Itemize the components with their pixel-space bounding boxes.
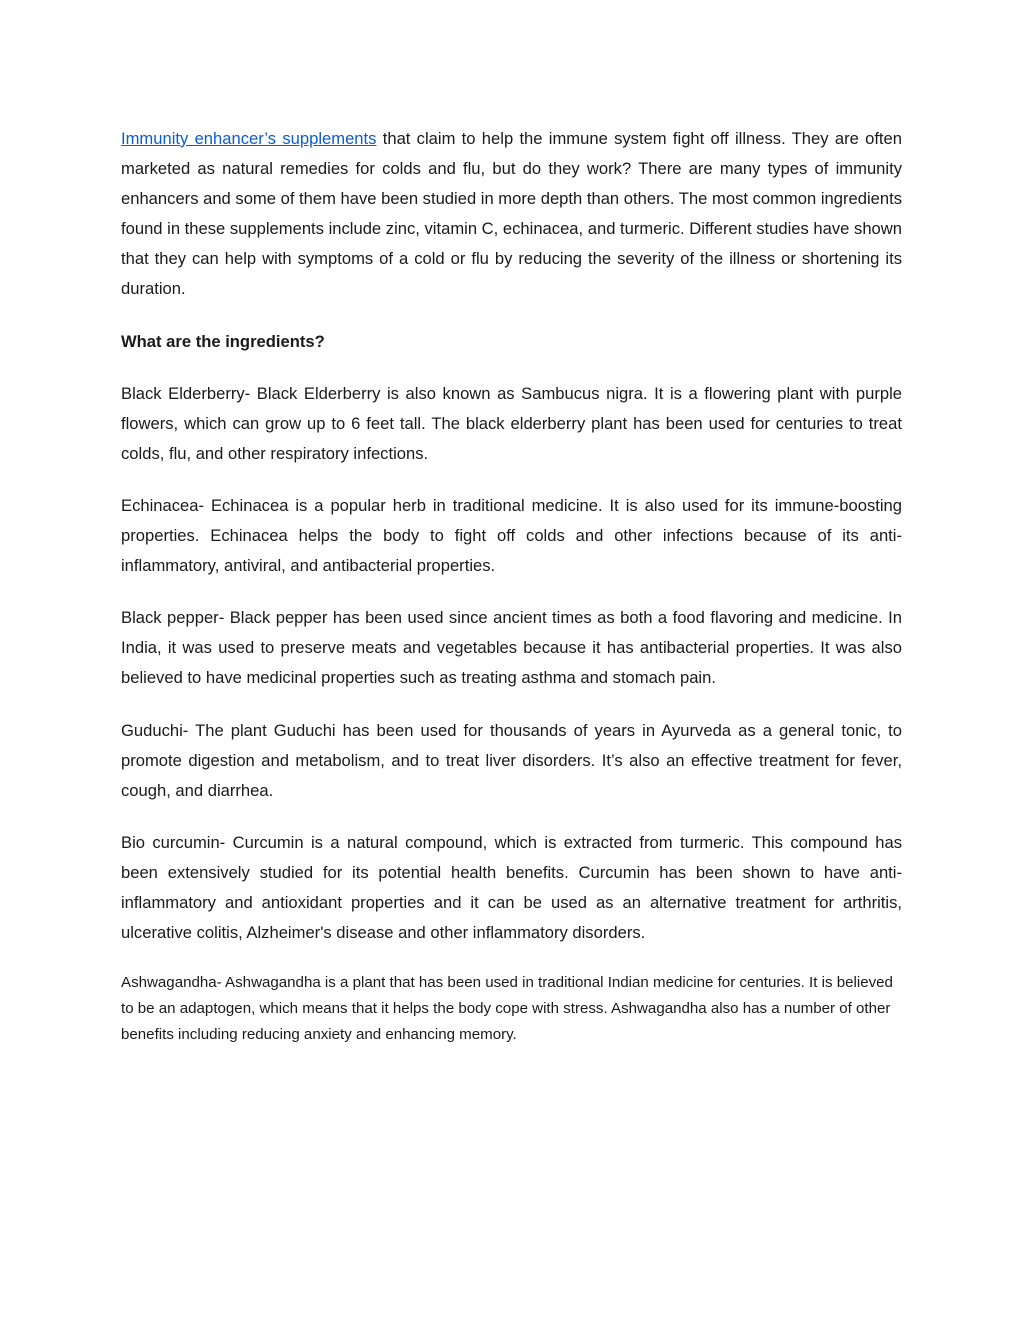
section-heading: What are the ingredients? [121, 331, 325, 351]
ingredient-black-elderberry: Black Elderberry- Black Elderberry is also known as Sambucus nigra. It is a flowering plant with purple flowers, which can grow up to 6 feet tall. The black elderberry plant has been used for centuries to treat colds, flu, and other respiratory infections. [121, 383, 902, 463]
intro-paragraph [121, 124, 902, 305]
document-body [121, 124, 902, 1048]
ingredient-echinacea: Echinacea- Echinacea is a popular herb in traditional medicine. It is also used for its immune-boosting properties. Echinacea helps the body to fight off colds and other infections because of its anti-inflammatory, antiviral, and antibacterial properties. [121, 495, 902, 576]
ingredient-guduchi: Guduchi- The plant Guduchi has been used for thousands of years in Ayurveda as a general tonic, to promote digestion and metabolism, and to treat liver disorders. It’s also an effective treatment for fever, cough, and diarrhea. [121, 720, 902, 800]
supplements-link[interactable]: Immunity enhancer’s supplements [121, 129, 377, 148]
ingredient-bio-curcumin: Bio curcumin- Curcumin is a natural compound, which is extracted from turmeric. This compound has been extensively studied for its potential health benefits. Curcumin has been shown to have anti-inflammatory and antioxidant properties and it can be used as an alternative treatment for arthritis, ulcerative colitis, Alzheimer's disease and other inflammatory disorders. [121, 832, 902, 943]
ingredient-black-pepper: Black pepper- Black pepper has been used since ancient times as both a food flavoring and medicine. In India, it was used to preserve meats and vegetables because it has antibacterial properties. It was also believed to have medicinal properties such as treating asthma and stomach pain. [121, 608, 902, 688]
intro-text: that claim to help the immune system fight off illness. They are often marketed as natural remedies for colds and flu, but do they work? There are many types of immunity enhancers and some of them have been studied in more depth than others. The most common ingredients found in these supplements include zinc, vitamin C, echinacea, and turmeric. Different studies have shown that they can help with symptoms of a cold or flu by reducing the severity of the illness or shortening its duration. [121, 129, 903, 299]
ingredient-ashwagandha: Ashwagandha- Ashwagandha is a plant that has been used in traditional Indian medicine for centuries. It is believed to be an adaptogen, which means that it helps the body cope with stress. Ashwagandha also has a number of other benefits including reducing anxiety and enhancing memory. [121, 974, 893, 1044]
